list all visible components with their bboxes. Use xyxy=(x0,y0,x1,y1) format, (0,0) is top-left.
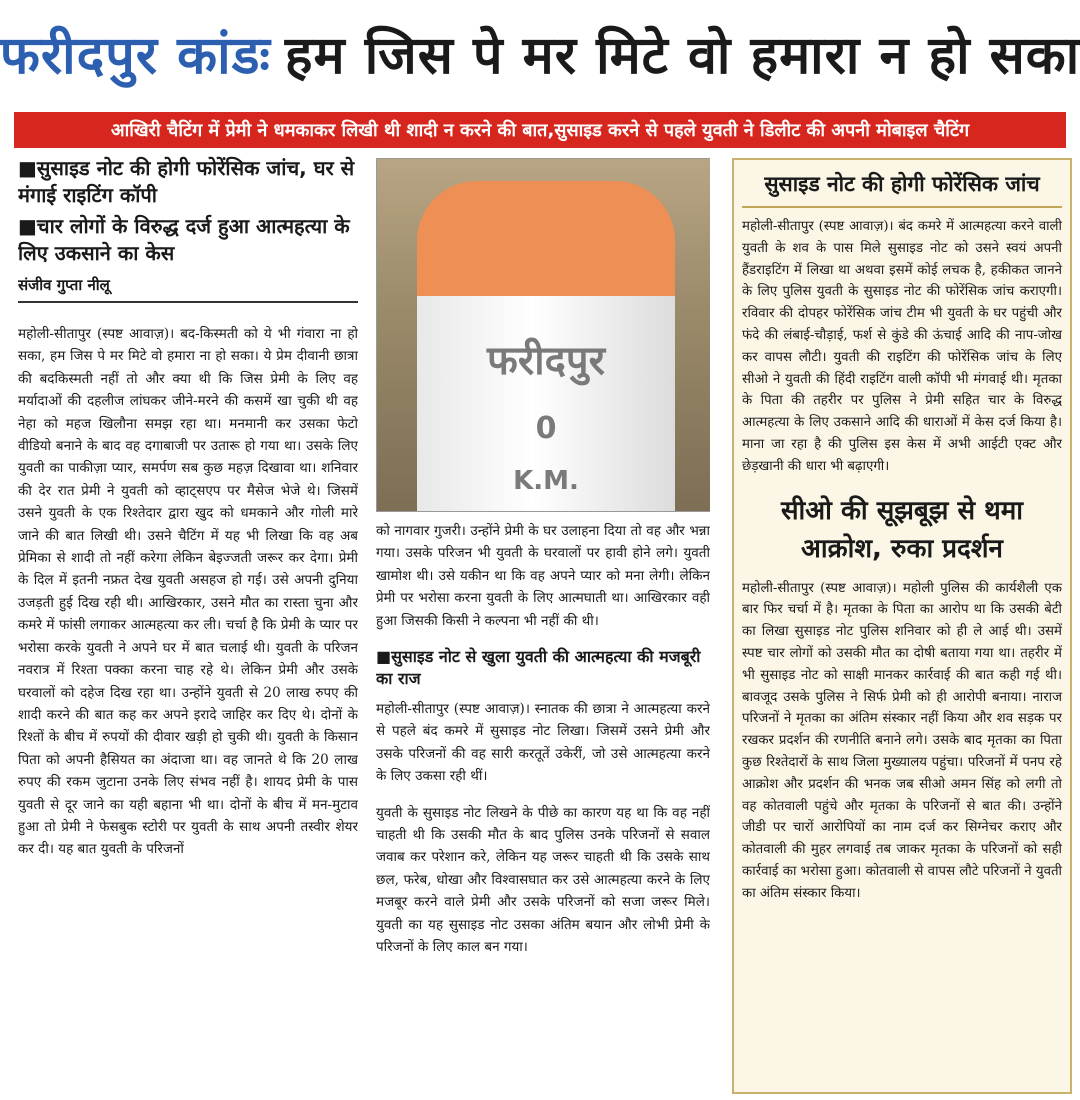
milestone-cap xyxy=(417,181,675,301)
article-body: महोली-सीतापुर (स्पष्ट आवाज़)। बद-किस्मती को ये भी गंवारा ना हो सका, हम जिस पे मर मिटे वो हमारा ना हो सका। ये प्रेम दीवानी छात्रा की बदकिस्मती नहीं तो और क्या थी कि जिस प्रेमी के लिए वह मर्यादाओं की दहलीज लांघकर जीने-मरने की कसमें खा चुकी थी वह नेहा को महज खिलौना समझ रहा था। मनमानी कर उसका फेटो वीडियो बनाने के बाद वह दगाबाजी पर उतारू हो गया था। उसके लिए युवती का पाकीज़ा प्यार, समर्पण सब कुछ महज़ दिखावा था। शनिवार की देर रात प्रेमी ने युवती को व्हाट्सएप पर मैसेज भेजे थे। जिसमें उसने युवती के एक रिश्तेदार द्वारा खुद को धमकाने और गोली मारे जाने की बात लिखी थी। उसने चैटिंग में यह भी लिखा कि वह अब प्रेमिका से शादी तो नहीं करेगा लेकिन बेइज्जती जरूर कर देगा। प्रेमी के दिल में इतनी नफ्रत देख युवती असहज हो गई। उसे अपनी दुनिया उजड़ती हुई दिख रही थी। आखिरकार, उसने मौत का रास्ता चुना और कमरे में फांसी लगाकर आत्महत्या कर ली। चर्चा है कि प्रेमी के प्यार पर भरोसा करके युवती ने अपने घर में बात चलाई थी। युवती के परिजन नवरात्र में रिश्ता पक्का करना चाह रहे थे। लेकिन प्रेमी और उसके घरवालों को दहेज दिख रहा था। उन्होंने युवती से 20 लाख रुपए की शादी करने की बात कह कर अपने इरादे जाहिर कर दिए थे। दोनों के रिश्तों के बीच में रुपयों की दीवार खड़ी हो चुकी थी। युवती के किसान पिता को अपनी हैसियत का अंदाजा था। वह जानते थे कि 20 लाख रुपए की रकम जुटाना उनके लिए संभव नहीं है। शायद प्रेमी के पास युवती से दूर जाने का यही बहाना भी था। दोनों के बीच में मन-मुटाव हुआ तो प्रेमी ने फेसबुक स्टोरी पर युवती के साथ अपनी तस्वीर शेयर कर दी। यह बात युवती के परिजनों xyxy=(18,326,358,858)
middle-column xyxy=(376,158,710,1094)
headline-main: हम जिस पे मर मिटे वो हमारा न हो सका xyxy=(284,25,1080,86)
left-column xyxy=(18,155,358,1095)
headline-prefix: फरीदपुर कांडः xyxy=(0,25,271,86)
box-heading-large: सीओ की सूझबूझ से थमा आक्रोश, रुका प्रदर्शन xyxy=(780,495,1024,564)
box-heading: सुसाइड नोट की होगी फोरेंसिक जांच xyxy=(742,170,1062,208)
bullet-point: ■चार लोगों के विरुद्ध दर्ज हुआ आत्महत्या के लिए उकसाने का केस xyxy=(18,214,350,265)
milestone-unit: K.M. xyxy=(513,466,579,496)
milestone-stone xyxy=(417,181,675,511)
article-body: महोली-सीतापुर (स्पष्ट आवाज़)। स्नातक की छात्रा ने आत्महत्या करने से पहले बंद कमरे में सुसाइड नोट लिखा। जिसमें उसने प्रेमी और उसके परिजनों की वह सारी करतूतें उकेरीं, जो उसे आत्महत्या करने के लिए उकसा रही थीं। xyxy=(376,701,710,785)
milestone-photo xyxy=(376,158,710,512)
milestone-place-text: फरीदपुर xyxy=(487,338,605,384)
right-column-box xyxy=(732,158,1072,1094)
section-heading: ■सुसाइड नोट से खुला युवती की आत्महत्या की मजबूरी का राज xyxy=(376,647,701,689)
article-body: महोली-सीतापुर (स्पष्ट आवाज़)। महोली पुलिस की कार्यशैली एक बार फिर चर्चा में है। मृतका के पिता का आरोप था कि उसकी बेटी का लिखा सुसाइड नोट पुलिस शनिवार को ही ले आई थी। उसमें स्पष्ट चार लोगों को उसकी मौत का दोषी बताया गया था। तहरीर में भी सुसाइड नोट को साक्षी मानकर कार्रवाई की बात कही गई थी। बावजूद उसके पुलिस ने सिर्फ प्रेमी को ही आरोपी बनाया। नाराज परिजनों ने मृतका का अंतिम संस्कार नहीं किया और शव सड़क पर रखकर प्रदर्शन की रणनीति बनाने लगे। उसके बाद मृतका का पिता कुछ रिश्तेदारों के साथ जिला मुख्यालय पहुंचा। परिजनों में पनप रहे आक्रोश और प्रदर्शन की भनक जब सीओ अमन सिंह को लगी तो वह कोतवाली पहुंचे और मृतका के परिजनों से बात की। उन्होंने जीडी पर चारों आरोपियों का नाम दर्ज कर सिग्नेचर कराए और कोतवाली की मुहर लगवाई तब जाकर मृतका के परिजनों को सही कार्रवाई का भरोसा हुआ। कोतवाली से वापस लौटे परिजनों ने युवती का अंतिम संस्कार किया। xyxy=(742,580,1062,901)
subheadline-bar: आखिरी चैटिंग में प्रेमी ने धमकाकर लिखी थी शादी न करने की बात,सुसाइड करने से पहले युवती ने डिलीट की अपनी मोबाइल चैटिंग xyxy=(14,112,1066,148)
bullet-point: ■सुसाइड नोट की होगी फोरेंसिक जांच, घर से मंगाई राइटिंग कॉपी xyxy=(18,156,355,207)
article-body: महोली-सीतापुर (स्पष्ट आवाज़)। बंद कमरे में आत्महत्या करने वाली युवती के शव के पास मिले सुसाइड नोट को उसने स्वयं अपनी हैंडराइटिंग में लिखा था अथवा इसमें कोई लचक है, हकीकत जानने के लिए पुलिस युवती के सुसाइड नोट की फोरेंसिक जांच कराएगी। रविवार की दोपहर फोरेंसिक जांच टीम भी युवती के घर पहुंची और फंदे की लंबाई-चौड़ाई, फर्श से कुंडे की ऊंचाई आदि की नाप-जोख कर वापस लौटी। युवती की राइटिंग की फोरेंसिक जांच के लिए सीओ ने युवती की हिंदी राइटिंग वाली कॉपी भी मंगवाई थी। मृतका के पिता की तहरीर पर पुलिस ने प्रेमी सहित चार के विरुद्ध आत्महत्या के लिए उकसाने आदि की धाराओं में केस दर्ज किया है। माना जा रहा है की पुलिस इस केस में अभी आईटी एक्ट और छेड़खानी की धारा भी बढ़ाएगी। xyxy=(742,219,1062,474)
byline: संजीव गुप्ता नीलू xyxy=(18,275,358,303)
article-body: को नागवार गुजरी। उन्होंने प्रेमी के घर उलाहना दिया तो वह और भन्ना गया। उसके परिजन भी युवती के घरवालों पर हावी होने लगे। युवती खामोश थी। उसे यकीन था कि वह अपने प्यार को मना लेगी। लेकिन प्रेमी पर भरोसा करना युवती के लिए आत्मघाती था। आखिरकार वही हुआ जिसकी किसी ने कल्पना भी नहीं की थी। xyxy=(376,523,710,629)
milestone-distance: 0 xyxy=(535,411,557,446)
article-body: युवती के सुसाइड नोट लिखने के पीछे का कारण यह था कि वह नहीं चाहती थी कि उसकी मौत के बाद पुलिस उनके परिजनों से सवाल जवाब कर परेशान करे, लेकिन यह जरूर चाहती थी कि उसके साथ छल, फरेब, धोखा और विश्वासघात कर उसे आत्महत्या करने के लिए मजबूर करने वाले प्रेमी और उसके परिजनों को सजा जरूर मिले। युवती का यह सुसाइड नोट उसका अंतिम बयान और लोभी प्रेमी के परिजनों के लिए काल बन गया। xyxy=(376,804,710,956)
headline xyxy=(0,0,1080,106)
